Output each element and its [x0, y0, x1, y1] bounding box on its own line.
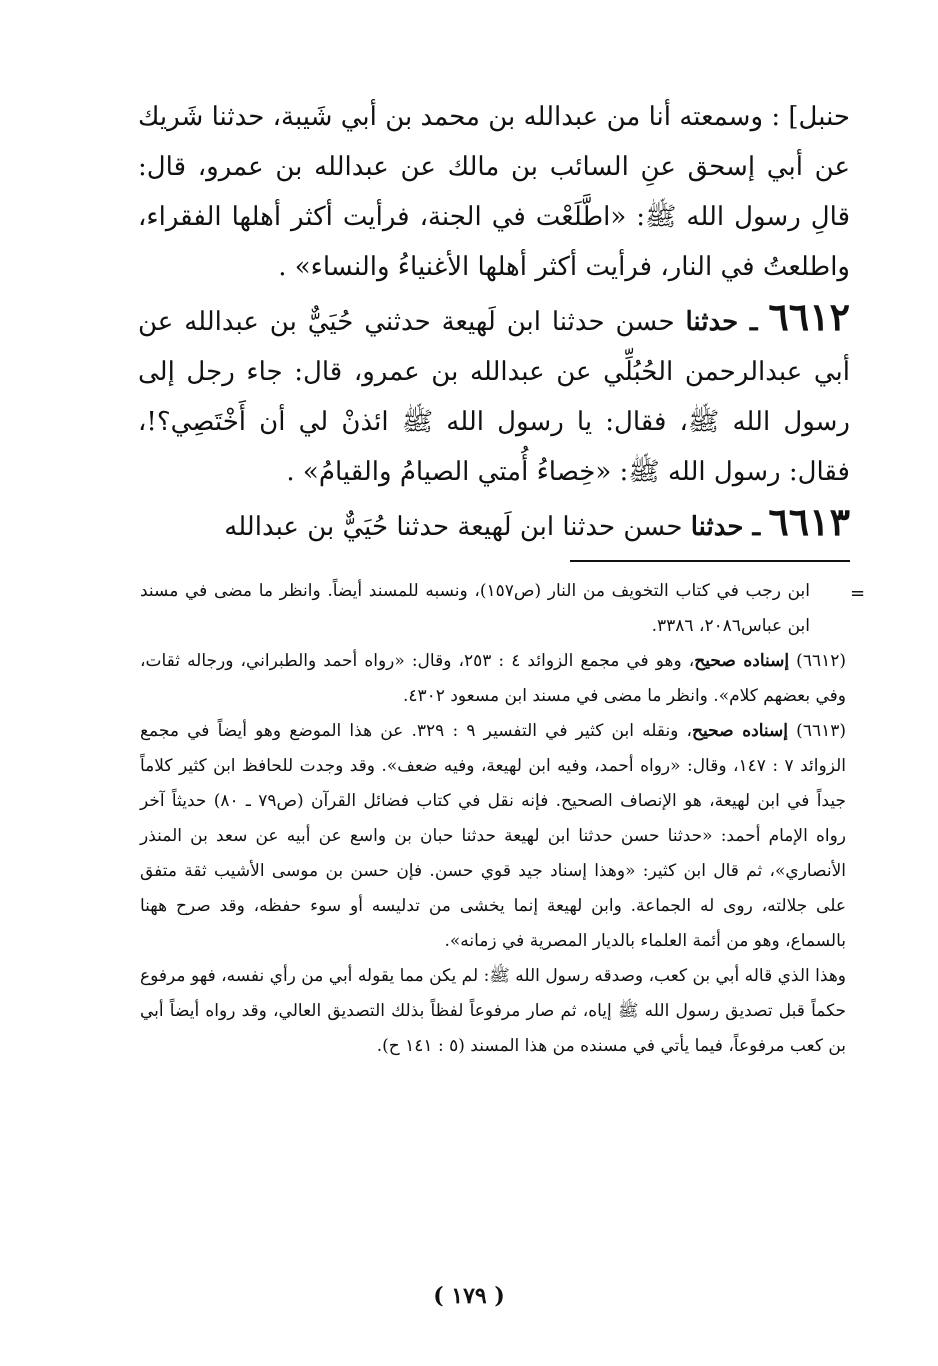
hadith-text: حسن حدثنا ابن لَهيعة حدثني حُيَيٌّ بن عبدالله عن أبي عبدالرحمن الحُبُلِّي عن عبدالله بن عمرو، قال: جاء رجل إلى رسول الله ﷺ، فقال: يا رسول الله ﷺ ائذنْ لي أن أَخْتَصِي؟!، فقال: رسول الله ﷺ: «خِصاءُ أُمتي الصيامُ والقيامُ» . [138, 307, 850, 487]
main-text [138, 92, 850, 552]
footnote-6613-continued: وهذا الذي قاله أبي بن كعب، وصدقه رسول الله ﷺ: لم يكن مما يقوله أبي من رأي نفسه، فهو مرفوع حكماً قبل تصديق رسول الله ﷺ إياه، ثم صار مرفوعاً لفظاً بذلك التصديق العالي، وقد رواه أيضاً أبي بن كعب مرفوعاً، فيما يأتي في مسنده من هذا المسند (٥ : ١٤١ ح). [140, 966, 846, 1056]
hadith-number: ٦٦١٣ [768, 499, 850, 544]
footnote-text: ، وهو في مجمع الزوائد ٤ : ٢٥٣، وقال: «رواه أحمد والطبراني، ورجاله ثقات، وفي بعضهم كلام». وانظر ما مضى في مسند ابن مسعود ٤٣٠٢. [140, 651, 846, 706]
hadith-text: حسن حدثنا ابن لَهيعة حدثنا حُيَيٌّ بن عبدالله [224, 512, 683, 542]
footnote-6612 [140, 644, 846, 714]
page-number: ( ١٧٩ ) [433, 1283, 505, 1309]
hadith-6613 [138, 497, 850, 552]
footnote-text: ، ونقله ابن كثير في التفسير ٩ : ٣٢٩. عن هذا الموضع وهو أيضاً في مجمع الزوائد ٧ : ١٤٧، وقال: «رواه أحمد، وفيه ابن لهيعة، وفيه ضعف». وقد وجدت للحافظ ابن كثير كلاماً جيداً في ابن لهيعة، هو الإنصاف الصحيح. فإنه نقل في كتاب فضائل القرآن (ص٧٩ ـ ٨٠) حديثاً آخر رواه الإمام أحمد: «حدثنا حسن حدثنا ابن لهيعة حدثنا حبان بن واسع عن أبيه عن سعد بن المنذر الأنصاري»، ثم قال ابن كثير: «وهذا إسناد جيد قوي حسن. فإن حسن بن موسى الأشيب ثقة متفق على جلالته، روى له الجماعة. وابن لهيعة إنما يخشى من تدليسه أو سوء حفظه، وقد صرح ههنا بالسماع، وهو من أئمة العلماء بالديار المصرية في زمانه». [140, 721, 846, 951]
footnote-number: (٦٦١٣) [796, 721, 846, 741]
footnote-continuation: ابن رجب في كتاب التخويف من النار (ص١٥٧)، ونسبه للمسند أيضاً. وانظر ما مضى في مسند ابن عباس٢٠٨٦، ٣٣٨٦. [140, 581, 811, 636]
footnote-separator [570, 560, 850, 562]
footnotes [140, 574, 846, 1064]
footnote-number: (٦٦١٢) [796, 651, 846, 671]
hadith-keyword: ـ حدثنا [685, 307, 758, 337]
footnote-grade: إسناده صحيح [692, 721, 788, 741]
paragraph-continuation: حنبل] : وسمعته أنا من عبدالله بن محمد بن أبي شَيبة، حدثنا شَريك عن أبي إسحق عنِ السائب بن مالك عن عبدالله بن عمرو، قال: قالِ رسول الله ﷺ: «اطَّلَعْت في الجنة، فرأيت أكثر أهلها الفقراء، واطلعتُ في النار، فرأيت أكثر أهلها الأغنياءُ والنساء» . [138, 102, 850, 282]
footnote-grade: إسناده صحيح [694, 651, 790, 671]
footnote-continuation-mark: = [850, 583, 866, 604]
footnote-6613 [140, 714, 846, 959]
hadith-keyword: ـ حدثنا [690, 512, 761, 542]
hadith-number: ٦٦١٢ [768, 294, 851, 339]
hadith-6612 [138, 292, 850, 497]
